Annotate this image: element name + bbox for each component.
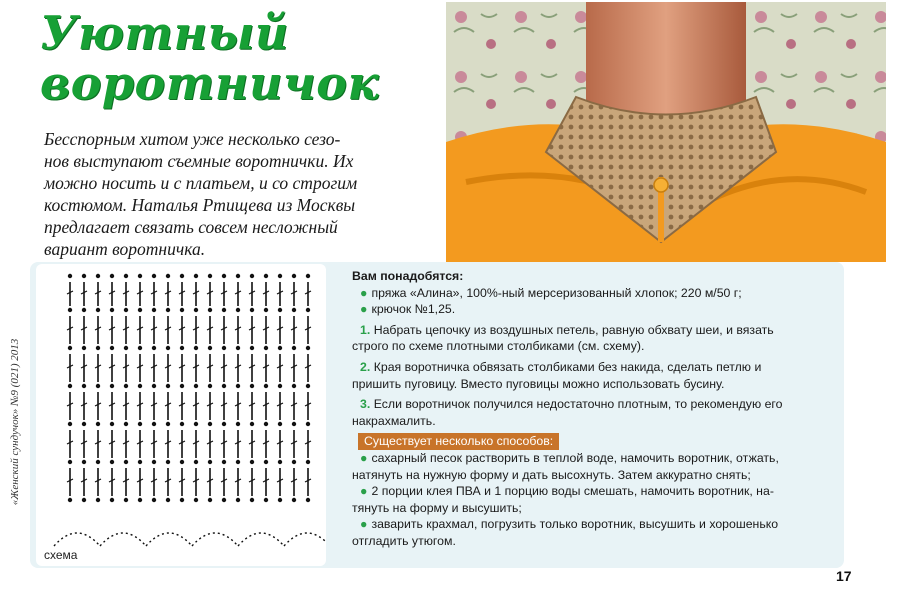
chain-symbol — [96, 274, 100, 278]
bullet-icon: ● — [360, 302, 368, 317]
chain-symbol — [138, 498, 142, 502]
method-item: ● 2 порции клея ПВА и 1 порцию воды смешать, намочить воротник, на- — [360, 484, 774, 499]
chain-symbol — [68, 422, 72, 426]
scallop-symbol — [284, 533, 326, 546]
chain-symbol — [306, 384, 310, 388]
chain-symbol — [278, 422, 282, 426]
chain-symbol — [292, 498, 296, 502]
chain-symbol — [110, 460, 114, 464]
chain-symbol — [264, 460, 268, 464]
method-item-cont: тянуть на форму и высушить; — [352, 500, 522, 515]
scallop-symbol — [238, 533, 284, 546]
method-item-cont: натянуть на нужную форму и дать высохнуть. Затем аккуратно снять; — [352, 467, 751, 482]
chain-symbol — [138, 384, 142, 388]
chain-symbol — [68, 460, 72, 464]
chart-caption: схема — [44, 548, 78, 562]
chain-symbol — [138, 422, 142, 426]
collar-photo-illustration — [446, 2, 886, 262]
chain-symbol — [306, 498, 310, 502]
chain-symbol — [264, 308, 268, 312]
chain-symbol — [180, 274, 184, 278]
chain-symbol — [306, 460, 310, 464]
chain-symbol — [124, 422, 128, 426]
chain-symbol — [124, 274, 128, 278]
intro-paragraph — [44, 128, 434, 260]
intro-line: Бесспорным хитом уже несколько сезо- — [44, 129, 341, 149]
chain-symbol — [166, 422, 170, 426]
chain-symbol — [236, 308, 240, 312]
chain-symbol — [166, 308, 170, 312]
chain-symbol — [250, 422, 254, 426]
chain-symbol — [264, 498, 268, 502]
chain-symbol — [96, 346, 100, 350]
scallop-symbol — [192, 533, 238, 546]
intro-line: предлагает связать совсем несложный — [44, 217, 338, 237]
chain-symbol — [166, 498, 170, 502]
step-2: 2. Края воротничка обвязать столбиками без накида, сделать петлю и пришить пуговицу. Вместо пуговицы можно использовать бусину. — [352, 359, 762, 391]
bullet-icon: ● — [360, 517, 368, 532]
chain-symbol — [194, 460, 198, 464]
intro-line: нов выступают съемные воротнички. Их — [44, 151, 354, 171]
chain-symbol — [152, 422, 156, 426]
step-1: 1. Набрать цепочку из воздушных петель, равную обхвату шеи, и вязать строго по схеме плотными столбиками (см. схему). — [352, 322, 774, 354]
scallop-symbol — [100, 533, 146, 546]
chain-symbol — [82, 384, 86, 388]
chain-symbol — [110, 308, 114, 312]
chain-symbol — [68, 498, 72, 502]
chain-symbol — [264, 384, 268, 388]
materials-item: ● пряжа «Алина», 100%-ный мерсеризованный хлопок; 220 м/50 г; — [360, 285, 742, 300]
chain-symbol — [68, 274, 72, 278]
chain-symbol — [82, 460, 86, 464]
chain-symbol — [208, 308, 212, 312]
intro-line: вариант воротничка. — [44, 239, 206, 259]
magazine-issue-text: «Женский сундучок» №9 (021) 2013 — [9, 338, 21, 506]
chain-symbol — [208, 346, 212, 350]
chain-symbol — [180, 346, 184, 350]
chain-symbol — [292, 274, 296, 278]
chain-symbol — [208, 274, 212, 278]
chain-symbol — [236, 460, 240, 464]
materials-item: ● крючок №1,25. — [360, 302, 456, 317]
chain-symbol — [222, 274, 226, 278]
chain-symbol — [250, 274, 254, 278]
materials-heading: Вам понадобятся: — [352, 269, 464, 283]
crochet-chart-graphic — [36, 264, 326, 566]
chain-symbol — [96, 308, 100, 312]
chain-symbol — [180, 422, 184, 426]
chain-symbol — [292, 346, 296, 350]
crochet-chart — [36, 264, 326, 566]
chain-symbol — [96, 460, 100, 464]
chain-symbol — [250, 460, 254, 464]
chain-symbol — [292, 422, 296, 426]
chain-symbol — [138, 460, 142, 464]
chain-symbol — [152, 274, 156, 278]
chain-symbol — [236, 498, 240, 502]
chain-symbol — [180, 498, 184, 502]
method-item: ● заварить крахмал, погрузить только воротник, высушить и хорошенько — [360, 517, 779, 532]
chain-symbol — [236, 422, 240, 426]
chain-symbol — [208, 498, 212, 502]
chain-symbol — [96, 384, 100, 388]
chain-symbol — [166, 460, 170, 464]
page-number: 17 — [836, 568, 852, 584]
chain-symbol — [110, 422, 114, 426]
chain-symbol — [250, 384, 254, 388]
chain-symbol — [110, 274, 114, 278]
chain-symbol — [152, 460, 156, 464]
bullet-icon: ● — [360, 450, 368, 465]
collar-photo — [446, 2, 886, 262]
chain-symbol — [222, 346, 226, 350]
chain-symbol — [222, 384, 226, 388]
chain-symbol — [152, 384, 156, 388]
chain-symbol — [236, 274, 240, 278]
chain-symbol — [278, 346, 282, 350]
chain-symbol — [250, 346, 254, 350]
chain-symbol — [194, 498, 198, 502]
chain-symbol — [124, 460, 128, 464]
chain-symbol — [82, 308, 86, 312]
chain-symbol — [250, 308, 254, 312]
chain-symbol — [68, 384, 72, 388]
chain-symbol — [222, 308, 226, 312]
chain-symbol — [250, 498, 254, 502]
scallop-symbol — [146, 533, 192, 546]
methods-heading: Существует несколько способов: — [358, 433, 559, 450]
scallop-symbol — [54, 533, 100, 546]
chain-symbol — [208, 460, 212, 464]
chain-symbol — [138, 274, 142, 278]
chain-symbol — [152, 346, 156, 350]
step-number: 1. — [360, 322, 371, 337]
chain-symbol — [166, 384, 170, 388]
title-line-1: Уютный — [40, 6, 289, 60]
chain-symbol — [194, 346, 198, 350]
intro-line: можно носить и с платьем, и со строгим — [44, 173, 358, 193]
chain-symbol — [306, 346, 310, 350]
chain-symbol — [82, 274, 86, 278]
chain-symbol — [222, 498, 226, 502]
chain-symbol — [124, 384, 128, 388]
method-item: ● сахарный песок растворить в теплой воде, намочить воротник, отжать, — [360, 450, 779, 465]
chain-symbol — [222, 460, 226, 464]
chain-symbol — [208, 384, 212, 388]
chain-symbol — [180, 308, 184, 312]
chain-symbol — [278, 460, 282, 464]
chain-symbol — [278, 384, 282, 388]
chain-symbol — [292, 384, 296, 388]
chain-symbol — [306, 422, 310, 426]
chain-symbol — [236, 384, 240, 388]
chain-symbol — [82, 498, 86, 502]
chain-symbol — [278, 498, 282, 502]
chain-symbol — [194, 384, 198, 388]
chain-symbol — [194, 308, 198, 312]
chain-symbol — [264, 346, 268, 350]
method-item-cont: отгладить утюгом. — [352, 533, 456, 548]
chain-symbol — [124, 346, 128, 350]
intro-line: костюмом. Наталья Ртищева из Москвы — [44, 195, 356, 215]
step-3: 3. Если воротничок получился недостаточно плотным, то рекомендую его накрахмалить. — [352, 397, 783, 428]
chain-symbol — [138, 346, 142, 350]
chain-symbol — [278, 308, 282, 312]
chain-symbol — [194, 422, 198, 426]
chain-symbol — [166, 274, 170, 278]
chain-symbol — [68, 308, 72, 312]
chain-symbol — [96, 422, 100, 426]
chain-symbol — [124, 498, 128, 502]
chain-symbol — [124, 308, 128, 312]
article-title — [40, 8, 379, 108]
chain-symbol — [306, 308, 310, 312]
chain-symbol — [166, 346, 170, 350]
chain-symbol — [236, 346, 240, 350]
chain-symbol — [194, 274, 198, 278]
chain-symbol — [152, 308, 156, 312]
chain-symbol — [180, 384, 184, 388]
chain-symbol — [110, 346, 114, 350]
bullet-icon: ● — [360, 285, 368, 300]
title-line-2: воротничок — [40, 56, 380, 110]
chain-symbol — [68, 346, 72, 350]
chain-symbol — [138, 308, 142, 312]
chain-symbol — [292, 308, 296, 312]
chain-symbol — [292, 460, 296, 464]
chain-symbol — [278, 274, 282, 278]
step-number: 2. — [360, 359, 371, 374]
chain-symbol — [96, 498, 100, 502]
chain-symbol — [82, 422, 86, 426]
chain-symbol — [264, 274, 268, 278]
chain-symbol — [264, 422, 268, 426]
bullet-icon: ● — [360, 484, 368, 499]
chain-symbol — [208, 422, 212, 426]
chain-symbol — [180, 460, 184, 464]
chain-symbol — [82, 346, 86, 350]
magazine-issue-sidebar — [2, 262, 28, 582]
instructions — [352, 268, 844, 550]
chain-symbol — [152, 498, 156, 502]
chain-symbol — [222, 422, 226, 426]
chain-symbol — [110, 384, 114, 388]
chain-symbol — [110, 498, 114, 502]
step-number: 3. — [360, 397, 371, 412]
chain-symbol — [306, 274, 310, 278]
